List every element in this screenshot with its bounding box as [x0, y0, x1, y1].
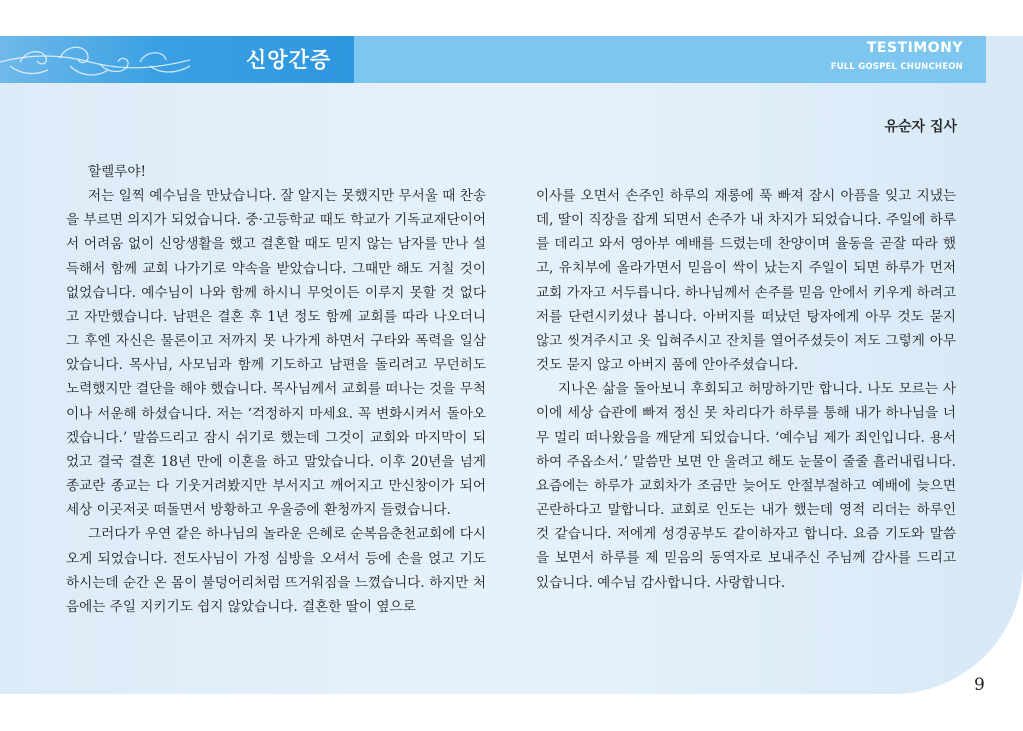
paragraph: 이사를 오면서 손주인 하루의 재롱에 푹 빠져 잠시 아픔을 잊고 지냈는데, 딸이 직장을 잡게 되면서 손주가 내 차지가 되었습니다. 주일에 하루를 데리고 와서 영아부 예배를 드렸는데 찬양이며 율동을 곧잘 따라 했고, 유치부에 올라가면서 믿음이 싹이 났는지 주일이 되면 하루가 먼저 교회 가자고 서두릅니다. 하나님께서 손주를 믿음 안에서 키우게 하려고 저를 단련시키셨나 봅니다. 아버지를 떠났던 탕자에게 아무 것도 묻지 않고 씻겨주시고 옷 입혀주시고 잔치를 열어주셨듯이 저도 그렇게 아무 것도 묻지 않고 아버지 품에 안아주셨습니다. [536, 188, 956, 374]
floral-ornament-icon [0, 36, 200, 83]
section-title: 신앙간증 [246, 48, 332, 72]
page-number: 9 [974, 675, 985, 695]
paragraph: 저는 일찍 예수님을 만났습니다. 잘 알지는 못했지만 무서울 때 찬송을 부르면 의지가 되었습니다. 중·고등학교 때도 학교가 기독교재단이어서 어려움 없이 신앙생활을 했고 결혼할 때도 믿지 않는 남자를 만나 설득해서 함께 교회 나가기로 약속을 받았습니다. 그때만 해도 거칠 것이 없었습니다. 예수님이 나와 함께 하시니 무엇이든 이루지 못할 것 없다고 자만했습니다. 남편은 결혼 후 1년 정도 함께 교회를 따라 나오더니 그 후엔 자신은 물론이고 저까지 못 나가게 하면서 구타와 폭력을 일삼았습니다. 목사님, 사모님과 함께 기도하고 남편을 돌리려고 무던히도 노력했지만 결단을 해야 했습니다. 목사님께서 교회를 떠나는 것을 무척이나 서운해 하셨습니다. 저는 ‘걱정하지 마세요. 꼭 변화시켜서 돌아오겠습니다.’ 말씀드리고 잠시 쉬기로 했는데 그것이 교회와 마지막이 되었고 결국 결혼 18년 만에 이혼을 하고 말았습니다. 이후 20년을 넘게 종교란 종교는 다 기웃거려봤지만 부서지고 깨어지고 만신창이가 되어 세상 이곳저곳 떠돌면서 방황하고 우울증에 환청까지 들렸습니다. [66, 188, 486, 519]
paragraph: 그러다가 우연 같은 하나님의 놀라운 은혜로 순복음춘천교회에 다시 오게 되었습니다. 전도사님이 가정 심방을 오셔서 등에 손을 얹고 기도하시는데 순간 온 몸이 불덩어리처럼 뜨거워짐을 느꼈습니다. 하지만 처음에는 주일 지키기도 쉽지 않았습니다. 결혼한 딸이 옆으로 [66, 526, 486, 615]
author-name: 유순자 집사 [884, 119, 957, 135]
testimony-label: TESTIMONY [866, 40, 963, 56]
paragraph: 지나온 삶을 돌아보니 후회되고 허망하기만 합니다. 나도 모르는 사이에 세상 습관에 빠져 정신 못 차리다가 하루를 통해 내가 하나님을 너무 멀리 떠나왔음을 깨닫게 되었습니다. ‘예수님 제가 죄인입니다. 용서하여 주옵소서.’ 말씀만 보면 안 울려고 해도 눈물이 줄줄 흘러내립니다. 요즘에는 하루가 교회차가 조금만 늦어도 안절부절하고 예배에 늦으면 곤란하다고 말합니다. 교회로 인도는 내가 했는데 영적 리더는 하루인 것 같습니다. 저에게 성경공부도 같이하자고 합니다. 요즘 기도와 말씀을 보면서 하루를 제 믿음의 동역자로 보내주신 주님께 감사를 드리고 있습니다. 예수님 감사합니다. 사랑합니다. [536, 381, 956, 591]
header-english [831, 40, 963, 72]
greeting: 할렐루야! [88, 164, 146, 180]
church-label: FULL GOSPEL CHUNCHEON [830, 62, 963, 72]
article-column-left [66, 160, 486, 619]
section-tab [0, 36, 354, 83]
article-column-right [536, 184, 956, 595]
